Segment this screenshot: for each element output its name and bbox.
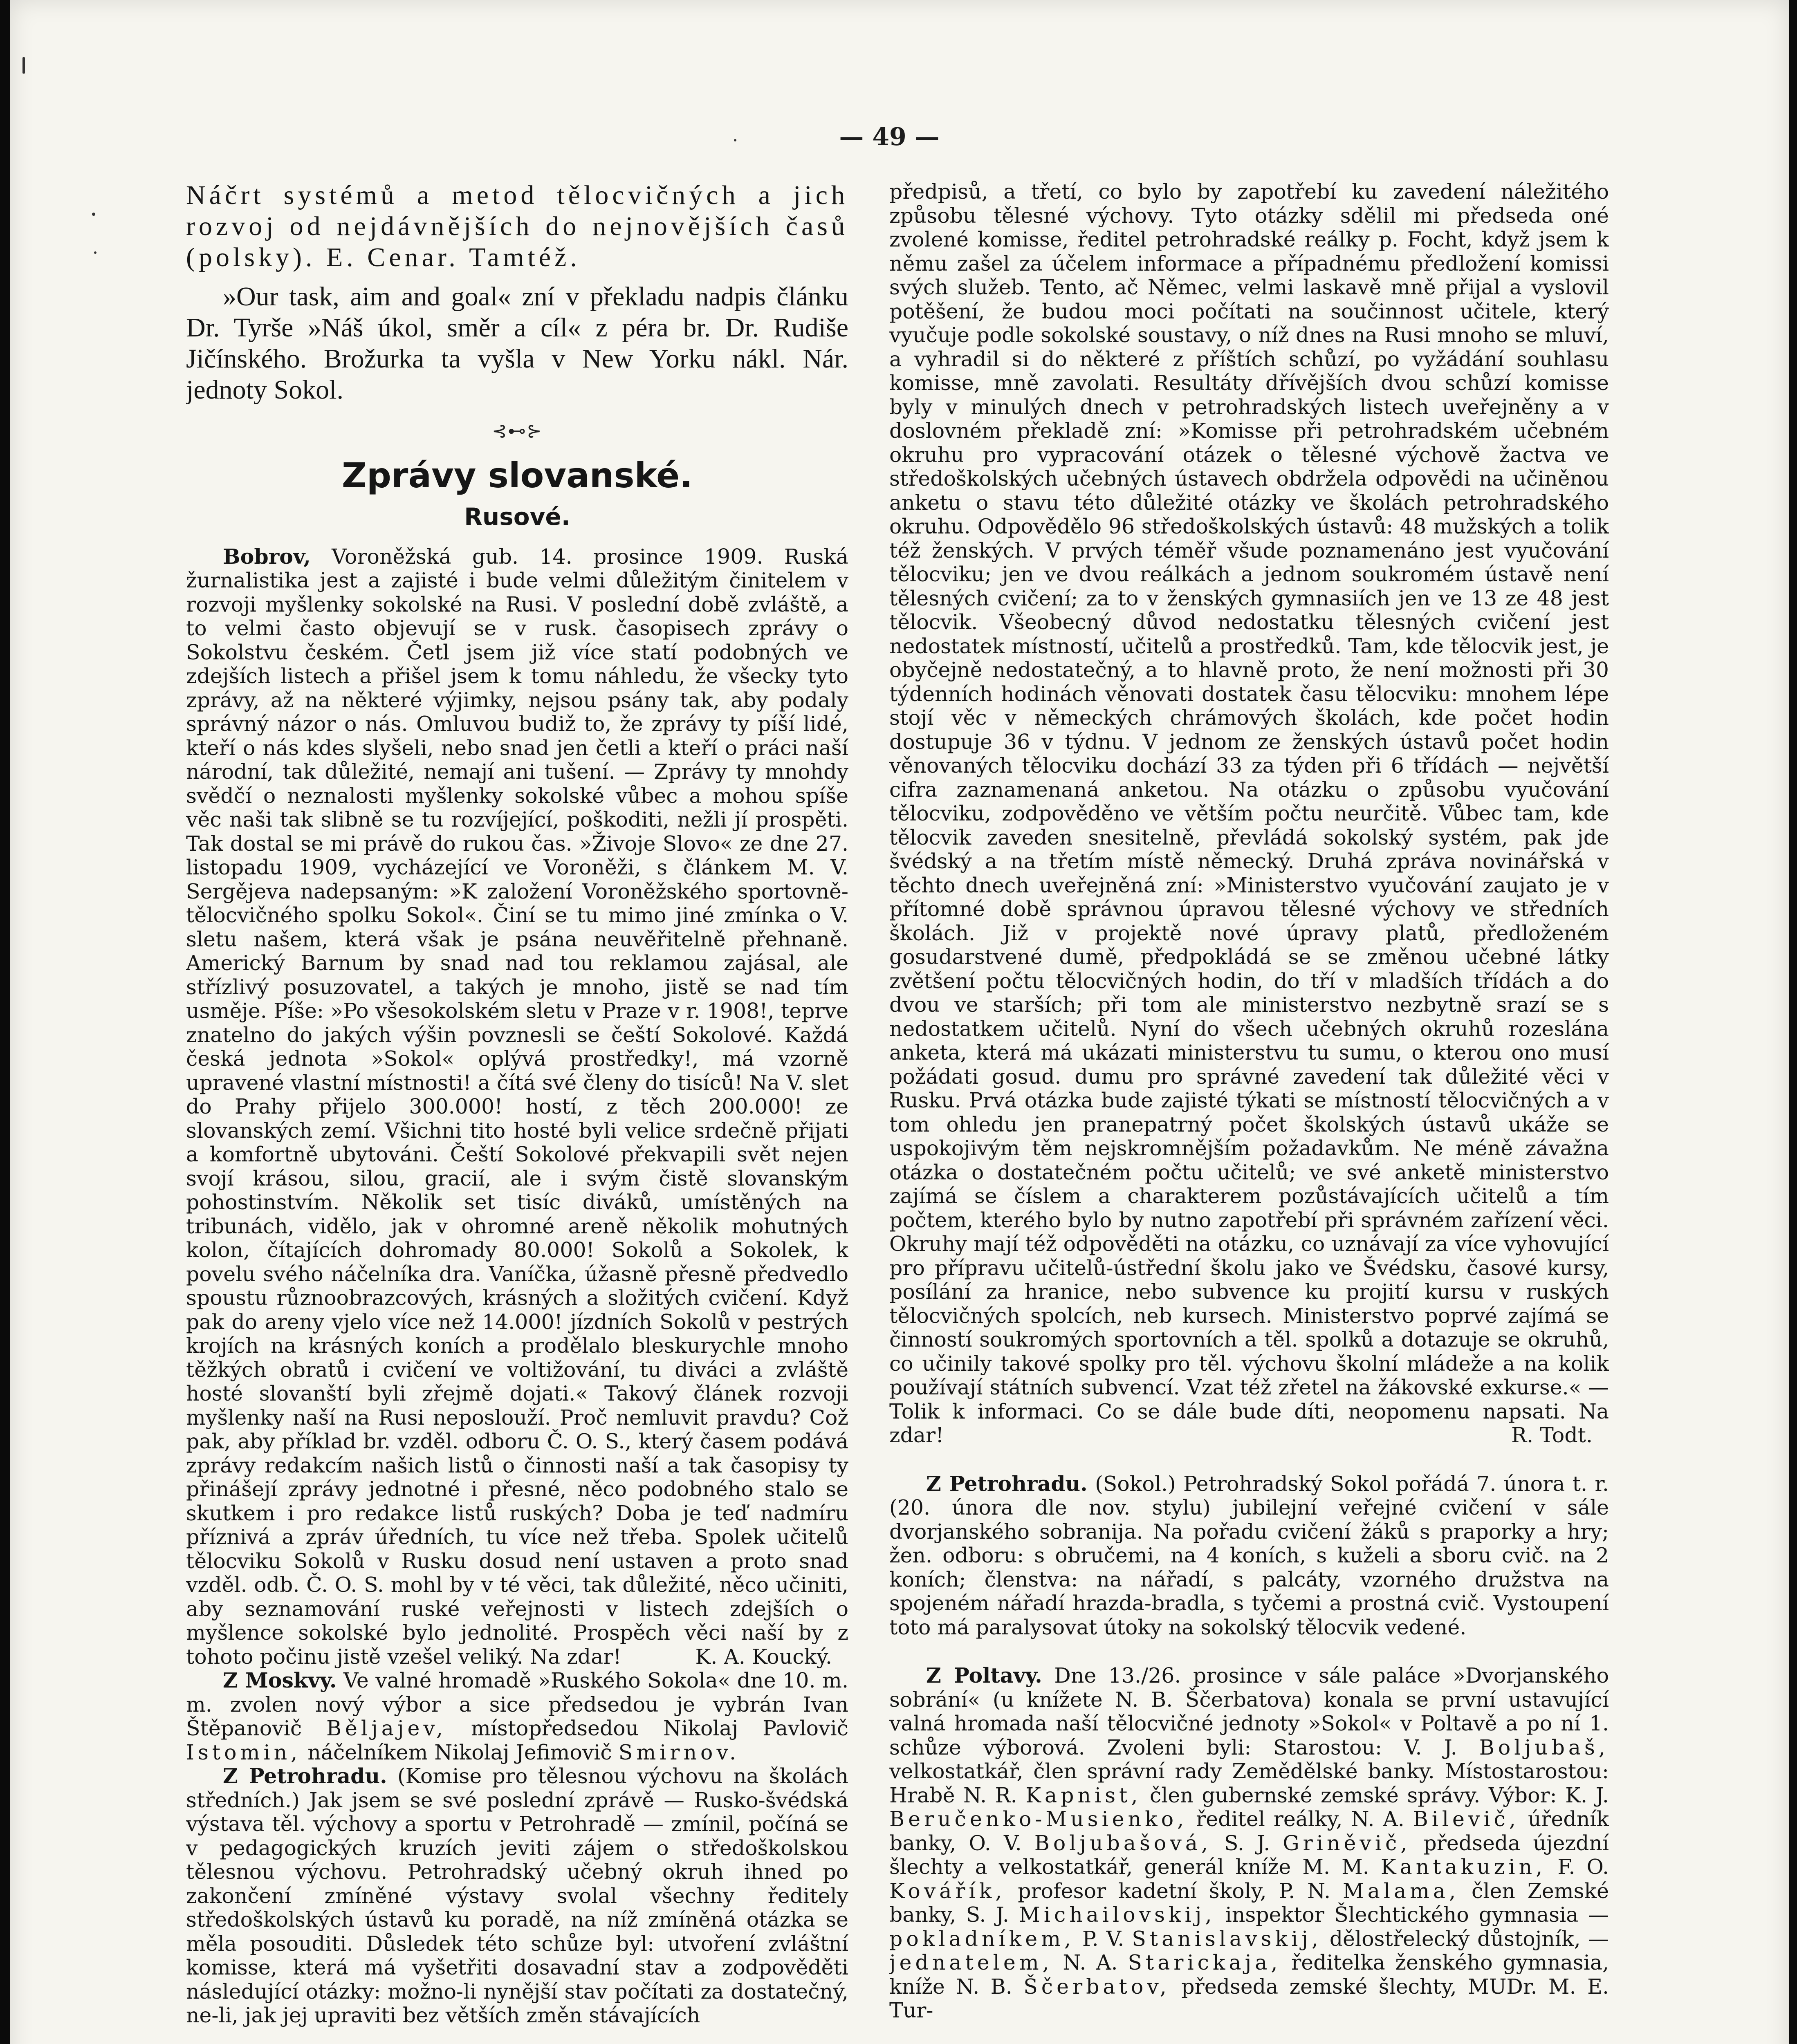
article-petrohrad-2-heading: Z Petrohradu. (926, 1471, 1088, 1496)
person-name: Beručenko-Musienko, (889, 1807, 1188, 1831)
intro-paragraph-2: »Our task, aim and goal« zní v překladu nadpis článku Dr. Tyrše »Náš úkol, směr a cíl« z péra br. Dr. Rudiše Jičínského. Brožurka ta vyšla v New Yorku nákl. Nár. jednoty Sokol. (186, 282, 848, 405)
person-name: Boljubaš, (1479, 1735, 1609, 1759)
subsection-title: Rusové. (464, 502, 570, 531)
person-name: Starickaja, (1128, 1950, 1281, 1975)
ornament-divider: ⊰⊷⊱ (492, 421, 543, 442)
article-poltava-body: člen gubernské zemské správy. Výbor: K. J. (1149, 1783, 1609, 1807)
person-name: Kovářík, (889, 1878, 1006, 1903)
article-poltava-body: F. O. (1557, 1855, 1609, 1879)
article-moskva-body-2: místopředsedou Nikolaj Pavlovič (471, 1716, 848, 1740)
person-name: Stanislavskij, (1132, 1926, 1322, 1951)
scan-speck (92, 213, 95, 216)
person-name: Kantakuzin, (1380, 1855, 1546, 1879)
article-poltava-body: P. V. (1082, 1926, 1124, 1951)
article-poltava-body: profesor kadetní školy, P. N. (1018, 1878, 1331, 1903)
scan-speck (22, 57, 25, 74)
article-poltava (889, 1664, 1609, 2023)
right-column (889, 180, 1609, 2044)
article-poltava-body: člen Zemské banky, S. J. (889, 1878, 1609, 1927)
article-petrohrad-1-body: (Komise pro tělesnou výchovu na školách středních.) Jak jsem se své poslední zprávě — Rusko-švédská výstava těl. výchovy a sportu v Petrohradě — zmínil, počíná se v pedagogických kruzích jeviti zájem o středoškolskou tělesnou výchovu. Petrohradský učebný okruh ihned po zakončení zmíněné výstavy svolal všechny ředitely středoškolských ústavů ku poradě, na níž zmíněná otázka se měla posouditi. Důsledek této schůze byl: utvoření zvláštní komisse, která má vyšetřiti dosavadní stav a zodpověděti následující otázky: možno-li nynější stav počítati za dostatečný, ne-li, jak jej upraviti bez větších změn stávajících (186, 1764, 848, 2027)
person-name: Michailovskij, (1019, 1903, 1216, 1927)
person-name: Istomin, (186, 1740, 301, 1764)
person-name: Kapnist, (1025, 1783, 1142, 1807)
article-bobrov (186, 545, 848, 1669)
left-column (186, 180, 848, 2044)
scanned-page (10, 0, 1789, 2044)
article-bobrov-heading: Bobrov, (223, 544, 311, 569)
article-moskva (186, 1669, 848, 1764)
person-name: Běljajev, (326, 1716, 446, 1740)
article-petrohrad-1-continued (889, 180, 1609, 1448)
article-petrohrad-1-signature: R. Todt. (1511, 1423, 1593, 1447)
article-petrohrad-1-heading: Z Petrohradu. (223, 1764, 387, 1788)
article-poltava-body: Dne 13./26. prosince v sále paláce »Dvorjanského sobrání« (u knížete N. B. Ščerbatova) konala se první ustavující valná hromada naší tělocvičné jednoty »Sokol« v Poltavě a po ní 1. schůze výborová. Zvoleni byli: Starostou: V. J. (889, 1663, 1609, 1759)
section-title: Zprávy slovanské. (341, 455, 693, 495)
spacer (889, 1639, 1609, 1664)
article-petrohrad-1 (186, 1764, 848, 2028)
scan-speck (94, 251, 96, 254)
article-poltava-body: velkostatkář, člen správní rady Zemědělské banky. Místostarostou: Hrabě N. R. (889, 1759, 1609, 1807)
role-name: jednatelem, (889, 1950, 1053, 1975)
article-moskva-heading: Z Moskvy. (223, 1668, 337, 1692)
article-petrohrad-2 (889, 1472, 1609, 1640)
role-name: pokladníkem, (889, 1926, 1075, 1951)
article-poltava-body: předseda zemské šlechty, MUDr. M. E. Tur- (889, 1974, 1609, 2022)
person-name: Boljubašová, (1034, 1831, 1211, 1855)
person-name: Malama, (1343, 1878, 1460, 1903)
article-bobrov-body: Voroněžská gub. 14. prosince 1909. Ruská žurnalistika jest a zajisté i bude velmi důležitým činitelem v rozvoji myšlenky sokolské na Rusi. V poslední době zvláště, a to velmi často objevují se v rusk. časopisech zprávy o Sokolstvu českém. Četl jsem již více statí podobných ve zdejších listech a přišel jsem k tomu náhledu, že všecky tyto zprávy, až na některé výjimky, nejsou psány tak, aby podaly správný názor o nás. Omluvou budiž to, že zprávy ty píší lidé, kteří o nás kdes slyšeli, nebo snad jen četli a kteří o práci naší národní, tak důležité, nemají ani tušení. — Zprávy ty mnohdy svědčí o neznalosti myšlenky sokolské vůbec a mohou spíše věc naši tak slibně se tu rozvíjející, poškoditi, nežli jí prospěti. Tak dostal se mi právě do rukou čas. »Živoje Slovo« ze dne 27. listopadu 1909, vycházející ve Voroněži, s článkem M. V. Sergějeva nadepsaným: »K založení Voroněžského sportovně-tělocvičného spolku Sokol«. Činí se tu mimo jiné zmínka o V. sletu našem, která však je psána neuvěřitelně přehnaně. Americký Barnum by snad nad tou reklamou zajásal, ale střízlivý posuzovatel, a takých je mnoho, jistě se nad tím usměje. Píše: »Po všesokolském sletu v Praze v r. 1908!, teprve znatelno do jakých výšin povznesli se čeští Sokolové. Každá česká jednota »Sokol« oplývá prostředky!, má vzorně upravené vlastní místnosti! a čítá své členy do tisíců! Na V. slet do Prahy přijelo 300.000! hostí, z těch 200.000! ze slovanských zemí. Všichni tito hosté byli velice srdečně přijati a komfortně ubytováni. Čeští Sokolové překvapili svět nejen svojí krásou, silou, gracií, ale i svým čistě slovanským pohostinstvím. Několik set tisíc diváků, umístěných na tribunách, vidělo, jak v ohromné areně několik mohutných kolon, čítajících dohromady 80.000! Sokolů a Sokolek, k povelu svého náčelníka dra. Vaníčka, úžasně přesně předvedlo spoustu různoobrazcových, krásných a složitých cvičení. Když pak do areny vjelo více než 14.000! jízdních Sokolů v pestrých krojích na krásných koních a prodělalo bleskurychle mnoho těžkých obratů i cvičení ve voltižování, tu diváci a zvláště hosté slovanští byli zřejmě dojati.« Takový článek rozvoji myšlenky naší na Rusi neposlouží. Proč nemluvit pravdu? Což pak, aby příklad br. vzděl. odboru Č. O. S., který časem podává zprávy redakcím našich listů o činnosti naší a tak časopisy ty přinášejí zprávy jednotné i přesné, něco podobného stalo se skutkem i pro redakce listů ruských? Doba je teď nadmíru příznivá a zpráv úředních, tu více než třeba. Spolek učitelů tělocviku Sokolů v Rusku dosud není ustaven a proto snad vzděl. odb. Č. O. S. mohl by v té věci, tak důležité, něco učiniti, aby seznamování ruské veřejnosti v listech zdejších o myšlence sokolské bylo jednolité. Prospěch věci naší by z tohoto počinu jistě vzešel veliký. Na zdar! (186, 544, 848, 1669)
person-name: Smirnov. (618, 1740, 740, 1764)
article-poltava-body: dělostřelecký důstojník, — (1329, 1926, 1609, 1951)
person-name: Bilevič, (1413, 1807, 1519, 1831)
article-poltava-body: ředitel reálky, N. A. (1196, 1807, 1404, 1831)
article-petrohrad-2-body: (Sokol.) Petrohradský Sokol pořádá 7. února t. r. (20. února dle nov. stylu) jubilejní veřejné cvičení v sále dvorjanského sobranija. Na pořadu cvičení žáků s praporky a hry; žen. odboru: s obručemi, na 4 koních, s kuželi a sboru cvič. na 2 koních; členstva: na nářadí, s palcáty, vzorného družstva na spojeném nářadí hrazda-bradla, s tyčemi a prostná cvič. Vystoupení toto má paralysovat útoky na sokolský tělocvik vedené. (889, 1471, 1609, 1639)
article-poltava-heading: Z Poltavy. (926, 1663, 1042, 1688)
intro-paragraph-1: Náčrt systémů a metod tělocvičných a jich rozvoj od nejdávnějších do nejnovějších časů (polsky). E. Cenar. Tamtéž. (186, 180, 848, 272)
article-poltava-body: předseda újezdní šlechty a velkostatkář, generál kníže M. M. (889, 1831, 1609, 1879)
article-poltava-body: inspektor Šlechtického gymnasia — (1225, 1903, 1609, 1927)
article-petrohrad-1-continued-body: předpisů, a třetí, co bylo by zapotřebí ku zavedení náležitého způsobu tělesné výchovy. Tyto otázky sdělil mi předseda oné zvolené komisse, ředitel petrohradské reálky p. Focht, když jsem k němu zašel za účelem informace a případnému předložení komissi svých služeb. Tento, ač Němec, velmi laskavě mně přijal a vyslovil potěšení, že budou moci počítati na součinnost učitele, který vyučuje podle sokolské soustavy, o níž dnes na Rusi mnoho se mluví, a vyhradil si do některé z příštích schůzí, po vyžádání souhlasu komisse, mně zavolati. Resultáty dřívějších dvou schůzí komisse byly v minulých dnech v petrohradských listech uveřejněny a v doslovném překladě zní: »Komisse při petrohradském učebném okruhu pro vypracování otázek o tělesné výchově žactva ve středoškolských učebných ústavech obdržela odpovědi na učiněnou anketu o stavu této důležité otázky ve školách petrohradského okruhu. Odpovědělo 96 středoškolských ústavů: 48 mužských a tolik též ženských. V prvých téměř všude poznamenáno jest vyučování tělocviku; jen ve dvou reálkách a jednom soukromém ústavě není tělesných cvičení; za to v ženských gymnasiích jen ve 13 ze 48 jest tělocvik. Všeobecný důvod nedostatku tělesných cvičení jest nedostatek místností, učitelů a prostředků. Tam, kde tělocvik jest, je obyčejně nedostatečný, a to hlavně proto, že není možnosti při 30 týdenních hodinách věnovati dostatek času tělocviku: mnohem lépe stojí věc v německých chrámových školách, kde počet hodin dostupuje 36 v týdnu. V jednom ze ženských ústavů počet hodin věnovaných tělocviku dochází 33 za týden při 6 třídách — největší cifra zaznamenaná anketou. Na otázku o způsobu vyučování tělocviku, zodpověděno ve větším počtu neurčitě. Vůbec tam, kde tělocvik zaveden snesitelně, převládá sokolský systém, pak jde švédský a na třetím místě německý. Druhá zpráva novinářská v těchto dnech uveřejněná zní: »Ministerstvo vyučování zaujato je v přítomné době správnou úpravou tělesné výchovy ve středních školách. Již v projektě nové úpravy platů, předloženém gosudarstvené dumě, předpokládá se se změnou učebné látky zvětšení počtu tělocvičných hodin, do tří v mladších třídách a do dvou ve starších; při tom ale ministerstvo nezbytně srazí se s nedostatkem učitelů. Nyní do všech učebných okruhů rozeslána anketa, která má ukázati ministerstvu tu sumu, o kterou ono musí požádati gosud. dumu pro správné zavedení tak důležité věci v Rusku. Prvá otázka bude zajisté týkati se místností tělocvičných a v tom ohledu jen pranepatrný počet školských ústavů ukáže se uspokojivým těm nejskromnějším požadavkům. Ne méně závažna otázka o dostatečném počtu učitelů; ve své anketě ministerstvo zajímá se číslem a charakterem pozůstávajících učitelů a tím počtem, kterého bylo by nutno zapotřebí při správném zařízení věci. Okruhy mají též odpověděti na otázku, co uznávají za více vyhovující pro přípravu učitelů-ústřední školu jako ve Švédsku, časové kursy, posílání za hranice, nebo subvence ku projití kursu v ruských tělocvičných spolcích, neb kursech. Ministerstvo poprvé zajímá se činností soukromých sportovních a těl. spolků a dotazuje se okruhů, co učinily takové spolky pro těl. výchovu školní mládeže a na kolik používají státních subvencí. Vzat též zřetel na žákovské exkurse.« — Tolik k informaci. Co se dále bude díti, neopomenu napsati. Na zdar! (889, 180, 1609, 1447)
scan-speck (734, 139, 736, 141)
article-bobrov-signature: K. A. Koucký. (695, 1644, 832, 1669)
article-poltava-body: úředník banky, O. V. (889, 1807, 1609, 1855)
article-moskva-body-1: Ve valné hromadě »Ruského Sokola« dne 10. m. m. zvolen nový výbor a sice předsedou je vybrán Ivan Štěpanovič (186, 1668, 848, 1740)
person-name: Griněvič, (1283, 1831, 1411, 1855)
article-moskva-body-3: náčelníkem Nikolaj Jefimovič (307, 1740, 612, 1764)
article-poltava-body: N. A. (1063, 1950, 1118, 1975)
person-name: Ščerbatov, (1023, 1974, 1170, 1999)
spacer (889, 1448, 1609, 1472)
article-poltava-body: ředitelka ženského gymnasia, kníže N. B. (889, 1950, 1609, 1999)
article-poltava-body: S. J. (1224, 1831, 1270, 1855)
page-number: — 49 — (839, 123, 940, 151)
